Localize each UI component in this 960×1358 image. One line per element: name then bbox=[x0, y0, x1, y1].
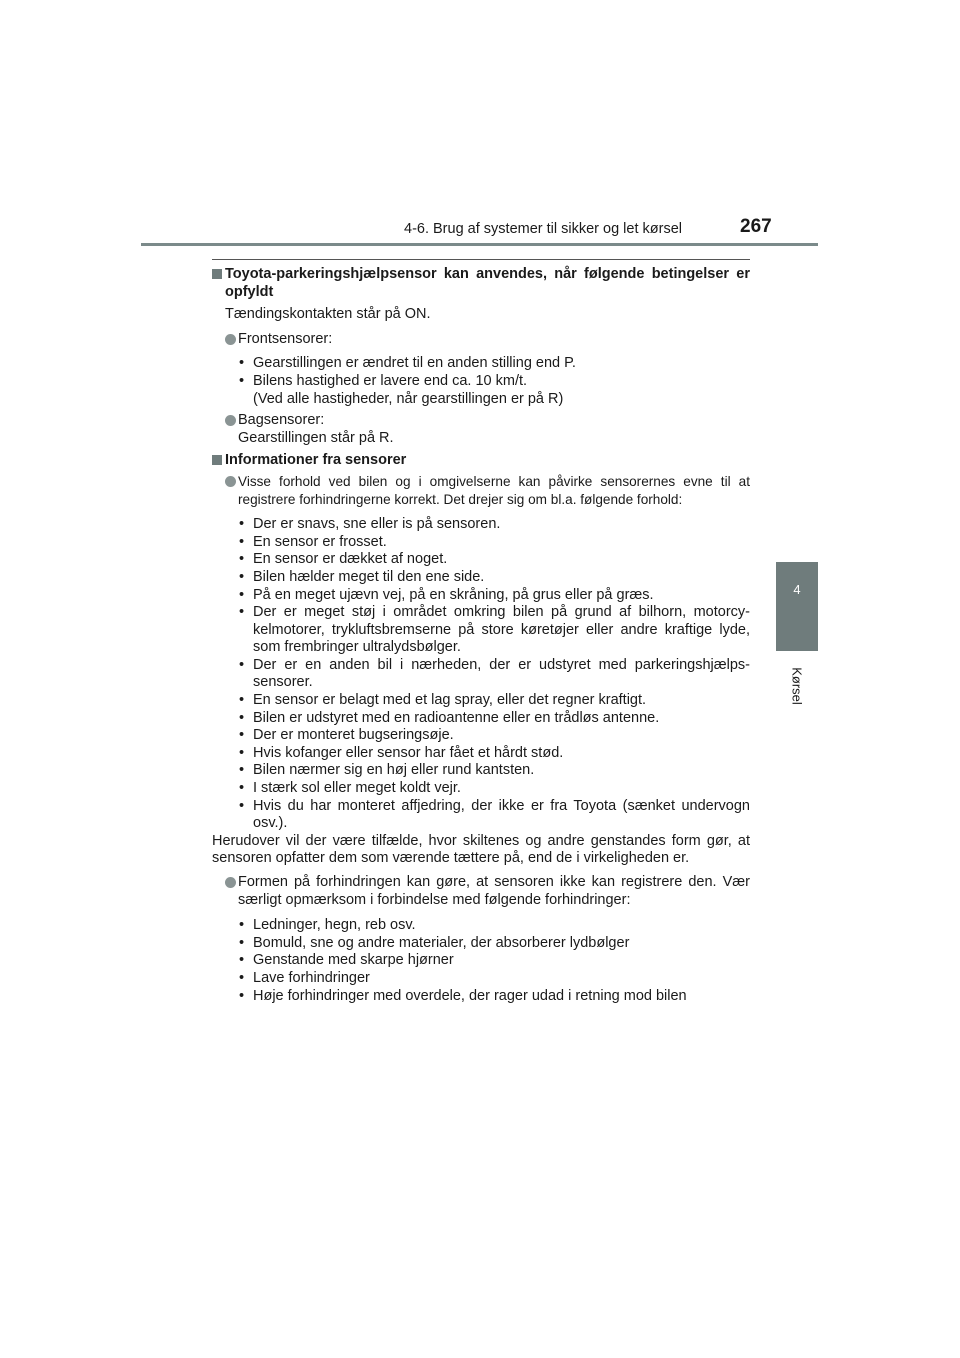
rear-sensors-text: Gearstillingen står på R. bbox=[238, 429, 394, 446]
conditions-paragraph-block bbox=[212, 473, 750, 508]
chapter-side-tab bbox=[776, 562, 818, 651]
rear-sensors-title: Bagsensorer: bbox=[238, 412, 325, 429]
list-item: • Lave forhindringer bbox=[238, 970, 750, 988]
bullet-dot-icon bbox=[225, 334, 236, 345]
list-item: • Gearstillingen er ændret til en anden stilling end P. bbox=[238, 355, 750, 373]
section-parking-conditions bbox=[212, 266, 750, 301]
list-item: • Der er meget støj i området omkring bilen på grund af bilhorn, motorcy-kelmotorer, trykluftsbremserne på store køretøjer eller andre kraftige lyde, som frembringer ultralydsbølger. bbox=[238, 604, 750, 657]
page-content bbox=[212, 266, 750, 1005]
content-rule bbox=[212, 259, 750, 260]
side-tab-label bbox=[776, 656, 818, 716]
list-item: • Høje forhindringer med overdele, der rager udad i retning mod bilen bbox=[238, 988, 750, 1006]
list-item: • I stærk sol eller meget koldt vejr. bbox=[238, 780, 750, 798]
front-sensors-title: Frontsensorer: bbox=[238, 330, 333, 347]
conditions-list bbox=[212, 516, 750, 833]
list-item: • Bilens hastighed er lavere end ca. 10 km/t. bbox=[238, 373, 750, 391]
shape-paragraph-block bbox=[212, 874, 750, 909]
list-item: • Bilen hælder meget til den ene side. bbox=[238, 569, 750, 587]
header-rule bbox=[141, 243, 818, 246]
section-title: Informationer fra sensorer bbox=[225, 452, 407, 469]
section-sensor-info bbox=[212, 452, 750, 470]
front-sensors-note: (Ved alle hastigheder, når gearstillingen er på R) bbox=[253, 390, 564, 407]
list-item: • En sensor er belagt med et lag spray, eller det regner kraftigt. bbox=[238, 692, 750, 710]
list-item: • Ledninger, hegn, reb osv. bbox=[238, 917, 750, 935]
section-intro: Tændingskontakten står på ON. bbox=[225, 306, 431, 323]
list-item: • Bilen er udstyret med en radioantenne eller en trådløs antenne. bbox=[238, 710, 750, 728]
list-item: • Bilen nærmer sig en høj eller rund kantsten. bbox=[238, 762, 750, 780]
conditions-paragraph: Visse forhold ved bilen og i omgivelserne kan påvirke sensorernes evne til at registrere forhindringerne korrekt. Det drejer sig om bl.a. følgende forhold: bbox=[238, 473, 750, 507]
section-square-icon bbox=[212, 455, 222, 465]
bullet-dot-icon bbox=[225, 877, 236, 888]
shape-paragraph: Formen på forhindringen kan gøre, at sensoren ikke kan registrere den. Vær særligt opmærksom i forbindelse med følgende forhindringer: bbox=[238, 874, 750, 908]
list-item: • En sensor er frosset. bbox=[238, 534, 750, 552]
list-item: • Bomuld, sne og andre materialer, der absorberer lydbølger bbox=[238, 935, 750, 953]
additional-note: Herudover vil der være tilfælde, hvor skiltenes og andre genstandes form gør, at sensoren opfatter dem som værende tættere på, end de i virkeligheden er. bbox=[212, 832, 750, 867]
page-number: 267 bbox=[740, 216, 772, 237]
section-title: Toyota-parkeringshjælpsensor kan anvendes, når følgende betingelser er opfyldt bbox=[225, 266, 750, 300]
side-tab-number: 4 bbox=[793, 582, 801, 597]
bullet-dot-icon bbox=[225, 476, 236, 487]
list-item: • På en meget ujævn vej, på en skråning, på grus eller på græs. bbox=[238, 587, 750, 605]
side-tab-label-text: Kørsel bbox=[789, 667, 805, 705]
list-item: • Der er snavs, sne eller is på sensoren. bbox=[238, 516, 750, 534]
front-sensors-list bbox=[212, 355, 750, 390]
list-item: • Hvis du har monteret affjedring, der ikke er fra Toyota (sænket undervogn osv.). bbox=[238, 798, 750, 833]
list-item: • Der er monteret bugseringsøje. bbox=[238, 727, 750, 745]
obstacles-list bbox=[212, 917, 750, 1005]
rear-sensors-block bbox=[212, 412, 750, 447]
front-sensors-block bbox=[212, 331, 750, 349]
list-item: • Genstande med skarpe hjørner bbox=[238, 952, 750, 970]
section-square-icon bbox=[212, 269, 222, 279]
list-item: • Der er en anden bil i nærheden, der er udstyret med parkeringshjælps-sensorer. bbox=[238, 657, 750, 692]
list-item: • En sensor er dækket af noget. bbox=[238, 551, 750, 569]
list-item: • Hvis kofanger eller sensor har fået et hårdt stød. bbox=[238, 745, 750, 763]
chapter-header-title: 4-6. Brug af systemer til sikker og let kørsel bbox=[404, 221, 682, 237]
